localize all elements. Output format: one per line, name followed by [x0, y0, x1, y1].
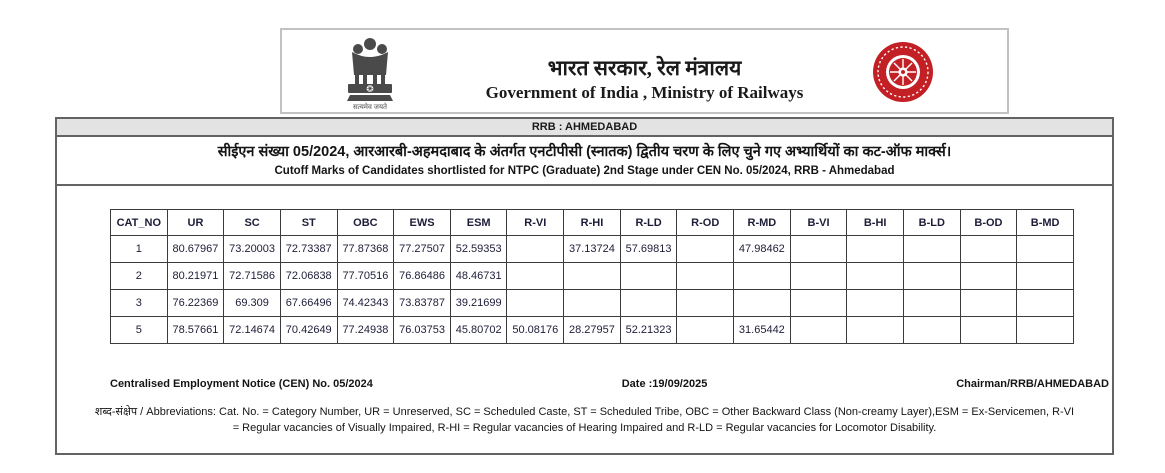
- emblem-motto: सत्यमेव जयते: [352, 104, 388, 111]
- abbreviations-line2: = Regular vacancies of Visually Impaired, R-HI = Regular vacancies of Hearing Impaired and R-LD = Regular vacancies for Locomotor Disability.: [232, 422, 937, 434]
- table-cell: 1: [111, 236, 168, 263]
- table-cell: [960, 317, 1017, 344]
- column-header: ST: [280, 210, 337, 236]
- table-cell: [790, 236, 847, 263]
- table-cell: [847, 263, 904, 290]
- table-cell: 73.20003: [224, 236, 281, 263]
- indian-railways-logo-icon: [871, 40, 935, 104]
- signatory-label: Chairman/RRB/AHMEDABAD: [956, 378, 1109, 390]
- footer-row: [110, 378, 1109, 390]
- table-cell: 52.21323: [620, 317, 677, 344]
- table-cell: [677, 317, 734, 344]
- table-cell: [847, 236, 904, 263]
- table-cell: 77.27507: [394, 236, 451, 263]
- table-cell: 67.66496: [280, 290, 337, 317]
- table-cell: [847, 290, 904, 317]
- table-cell: [960, 290, 1017, 317]
- table-row: [111, 317, 1074, 344]
- notice-title-block: [57, 137, 1112, 186]
- table-cell: 80.67967: [167, 236, 224, 263]
- table-cell: [677, 263, 734, 290]
- table-cell: 47.98462: [734, 236, 791, 263]
- table-cell: [1017, 317, 1074, 344]
- column-header: R-OD: [677, 210, 734, 236]
- table-cell: 80.21971: [167, 263, 224, 290]
- column-header: UR: [167, 210, 224, 236]
- table-cell: 76.86486: [394, 263, 451, 290]
- india-national-emblem-icon: [338, 35, 402, 111]
- table-cell: [564, 263, 621, 290]
- table-cell: 77.70516: [337, 263, 394, 290]
- table-cell: [960, 263, 1017, 290]
- table-header-row: [111, 210, 1074, 236]
- notice-title-hindi: सीईएन संख्या 05/2024, आरआरबी-अहमदाबाद के अंतर्गत एनटीपीसी (स्नातक) द्वितीय चरण के लिए चुने गए अभ्यार्थियों का कट-ऑफ मार्क्स।: [217, 144, 952, 160]
- cen-notice-label: Centralised Employment Notice (CEN) No. 05/2024: [110, 378, 373, 390]
- column-header: B-VI: [790, 210, 847, 236]
- rrb-banner: RRB : AHMEDABAD: [57, 119, 1112, 137]
- table-cell: 77.24938: [337, 317, 394, 344]
- table-cell: 50.08176: [507, 317, 564, 344]
- abbreviations-line1: शब्द-संक्षेप / Abbreviations: Cat. No. = Category Number, UR = Unreserved, SC = Scheduled Caste, ST = Scheduled Tribe, OBC = Other Backward Class (Non-creamy Layer),ESM = Ex-Servicemen, R-VI: [94, 406, 1075, 418]
- table-cell: [507, 236, 564, 263]
- table-cell: 2: [111, 263, 168, 290]
- table-cell: [903, 317, 960, 344]
- column-header: B-LD: [903, 210, 960, 236]
- column-header: SC: [224, 210, 281, 236]
- table-cell: 5: [111, 317, 168, 344]
- table-cell: 37.13724: [564, 236, 621, 263]
- table-cell: [790, 290, 847, 317]
- table-cell: 76.22369: [167, 290, 224, 317]
- table-cell: [1017, 263, 1074, 290]
- table-cell: [790, 263, 847, 290]
- table-cell: [1017, 236, 1074, 263]
- table-cell: [564, 290, 621, 317]
- table-cell: [960, 236, 1017, 263]
- table-cell: [847, 317, 904, 344]
- cutoff-marks-table: [110, 209, 1074, 344]
- table-cell: [903, 290, 960, 317]
- table-cell: 3: [111, 290, 168, 317]
- column-header: B-OD: [960, 210, 1017, 236]
- table-cell: 74.42343: [337, 290, 394, 317]
- table-cell: 73.83787: [394, 290, 451, 317]
- gov-title-block: [422, 55, 867, 105]
- gov-title-english: Government of India , Ministry of Railways: [485, 83, 804, 102]
- table-cell: 39.21699: [450, 290, 507, 317]
- column-header: R-MD: [734, 210, 791, 236]
- table-cell: [677, 290, 734, 317]
- gov-title-hindi: भारत सरकार, रेल मंत्रालय: [547, 56, 742, 80]
- table-cell: [620, 290, 677, 317]
- table-cell: 77.87368: [337, 236, 394, 263]
- column-header: ESM: [450, 210, 507, 236]
- column-header: CAT_NO: [111, 210, 168, 236]
- table-cell: 72.73387: [280, 236, 337, 263]
- table-cell: 31.65442: [734, 317, 791, 344]
- table-cell: 52.59353: [450, 236, 507, 263]
- table-cell: [507, 263, 564, 290]
- table-cell: [903, 263, 960, 290]
- table-cell: 72.06838: [280, 263, 337, 290]
- table-row: [111, 290, 1074, 317]
- column-header: B-MD: [1017, 210, 1074, 236]
- table-cell: 57.69813: [620, 236, 677, 263]
- abbreviations-block: [57, 404, 1112, 436]
- table-cell: 76.03753: [394, 317, 451, 344]
- column-header: B-HI: [847, 210, 904, 236]
- notice-title-english: Cutoff Marks of Candidates shortlisted for NTPC (Graduate) 2nd Stage under CEN No. 05/2024, RRB - Ahmedabad: [274, 165, 895, 177]
- table-cell: 72.71586: [224, 263, 281, 290]
- table-cell: [677, 236, 734, 263]
- table-cell: [734, 263, 791, 290]
- table-cell: 48.46731: [450, 263, 507, 290]
- government-header: [280, 28, 1009, 114]
- table-cell: 72.14674: [224, 317, 281, 344]
- table-row: [111, 236, 1074, 263]
- date-label: Date :19/09/2025: [621, 378, 708, 390]
- table-cell: [790, 317, 847, 344]
- table-cell: [1017, 290, 1074, 317]
- table-cell: 70.42649: [280, 317, 337, 344]
- table-cell: 78.57661: [167, 317, 224, 344]
- table-cell: [734, 290, 791, 317]
- column-header: EWS: [394, 210, 451, 236]
- table-cell: [507, 290, 564, 317]
- table-cell: [620, 263, 677, 290]
- table-cell: [903, 236, 960, 263]
- column-header: R-HI: [564, 210, 621, 236]
- column-header: R-VI: [507, 210, 564, 236]
- document-box: [55, 117, 1114, 455]
- table-row: [111, 263, 1074, 290]
- table-cell: 28.27957: [564, 317, 621, 344]
- table-cell: 45.80702: [450, 317, 507, 344]
- column-header: R-LD: [620, 210, 677, 236]
- table-cell: 69.309: [224, 290, 281, 317]
- column-header: OBC: [337, 210, 394, 236]
